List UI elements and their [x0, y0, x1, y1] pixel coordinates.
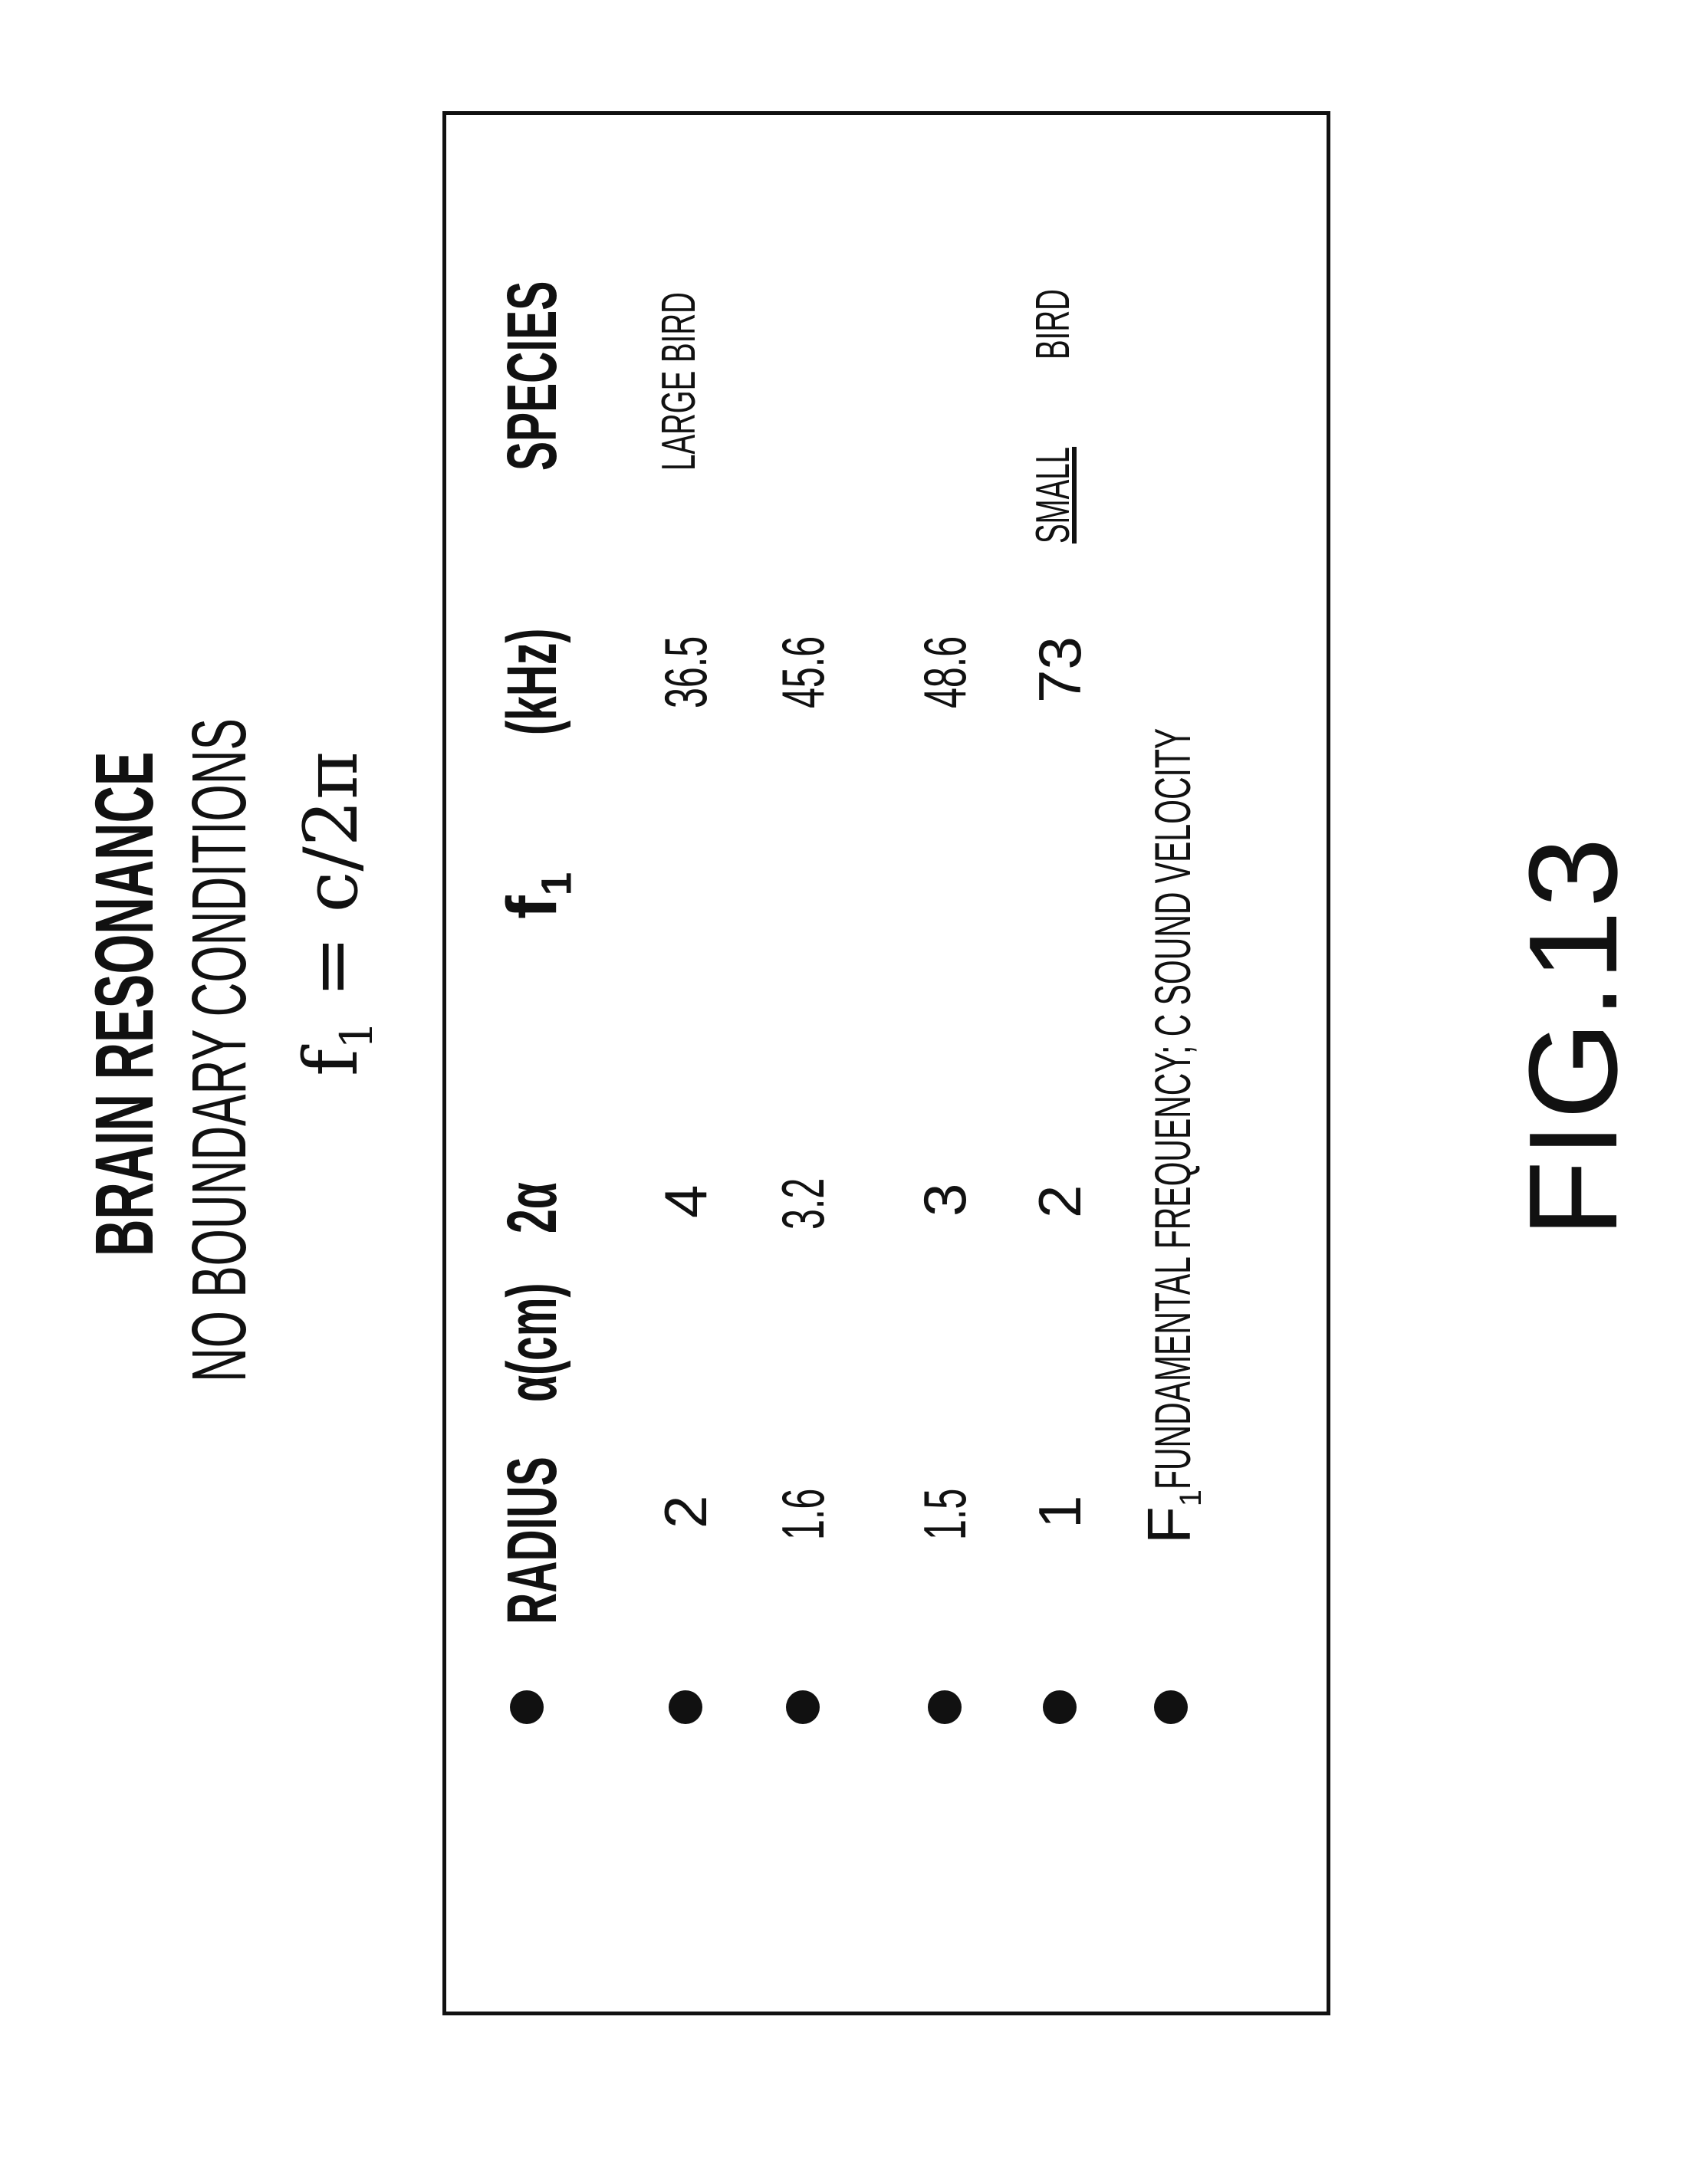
cell-two-a: 2: [1026, 1184, 1093, 1218]
header-a-cm: α(cm): [493, 1282, 571, 1402]
resonance-formula: $f_1 = c/2\pi$: [288, 751, 383, 1076]
header-two-a: 2α: [493, 1182, 571, 1233]
cell-two-a: 3: [911, 1183, 978, 1217]
cell-f1: 36.5: [652, 635, 719, 708]
cell-radius: 1.5: [911, 1488, 978, 1540]
figure-subtitle: NO BOUNDARY CONDITIONS: [176, 718, 262, 1382]
header-species: SPECIES: [493, 281, 571, 471]
cell-f1: 48.6: [911, 635, 978, 708]
header-radius: RADIUS: [493, 1457, 571, 1624]
cell-species-small: SMALL: [1027, 446, 1080, 544]
cell-radius: 2: [652, 1495, 719, 1529]
figure-label: FIG.13: [1503, 834, 1643, 1237]
cell-f1: 73: [1026, 636, 1093, 703]
cell-species: LARGE BIRD: [653, 292, 705, 471]
bullet-row-2: [786, 1690, 820, 1724]
cell-radius: 1.6: [769, 1488, 837, 1540]
header-f1: $f_1$: [493, 872, 580, 919]
cell-f1: 45.6: [769, 635, 837, 708]
footnote: $F_1FUNDAMENTAL$ FREQUENCY; C SOUND VELOCITY: [1135, 727, 1208, 1544]
cell-two-a: 3.2: [769, 1177, 837, 1230]
bullet-row-1: [669, 1690, 702, 1724]
cell-radius: 1: [1026, 1495, 1093, 1529]
bullet-row-3: [928, 1690, 962, 1724]
cell-species-bird: BIRD: [1027, 289, 1080, 360]
header-khz: (kHz): [493, 628, 571, 735]
bullet-header: [510, 1690, 544, 1724]
cell-two-a: 4: [652, 1184, 719, 1218]
bullet-footnote: [1154, 1690, 1188, 1724]
bullet-row-4: [1043, 1690, 1077, 1724]
figure-title: BRAIN RESONANCE: [77, 751, 170, 1256]
